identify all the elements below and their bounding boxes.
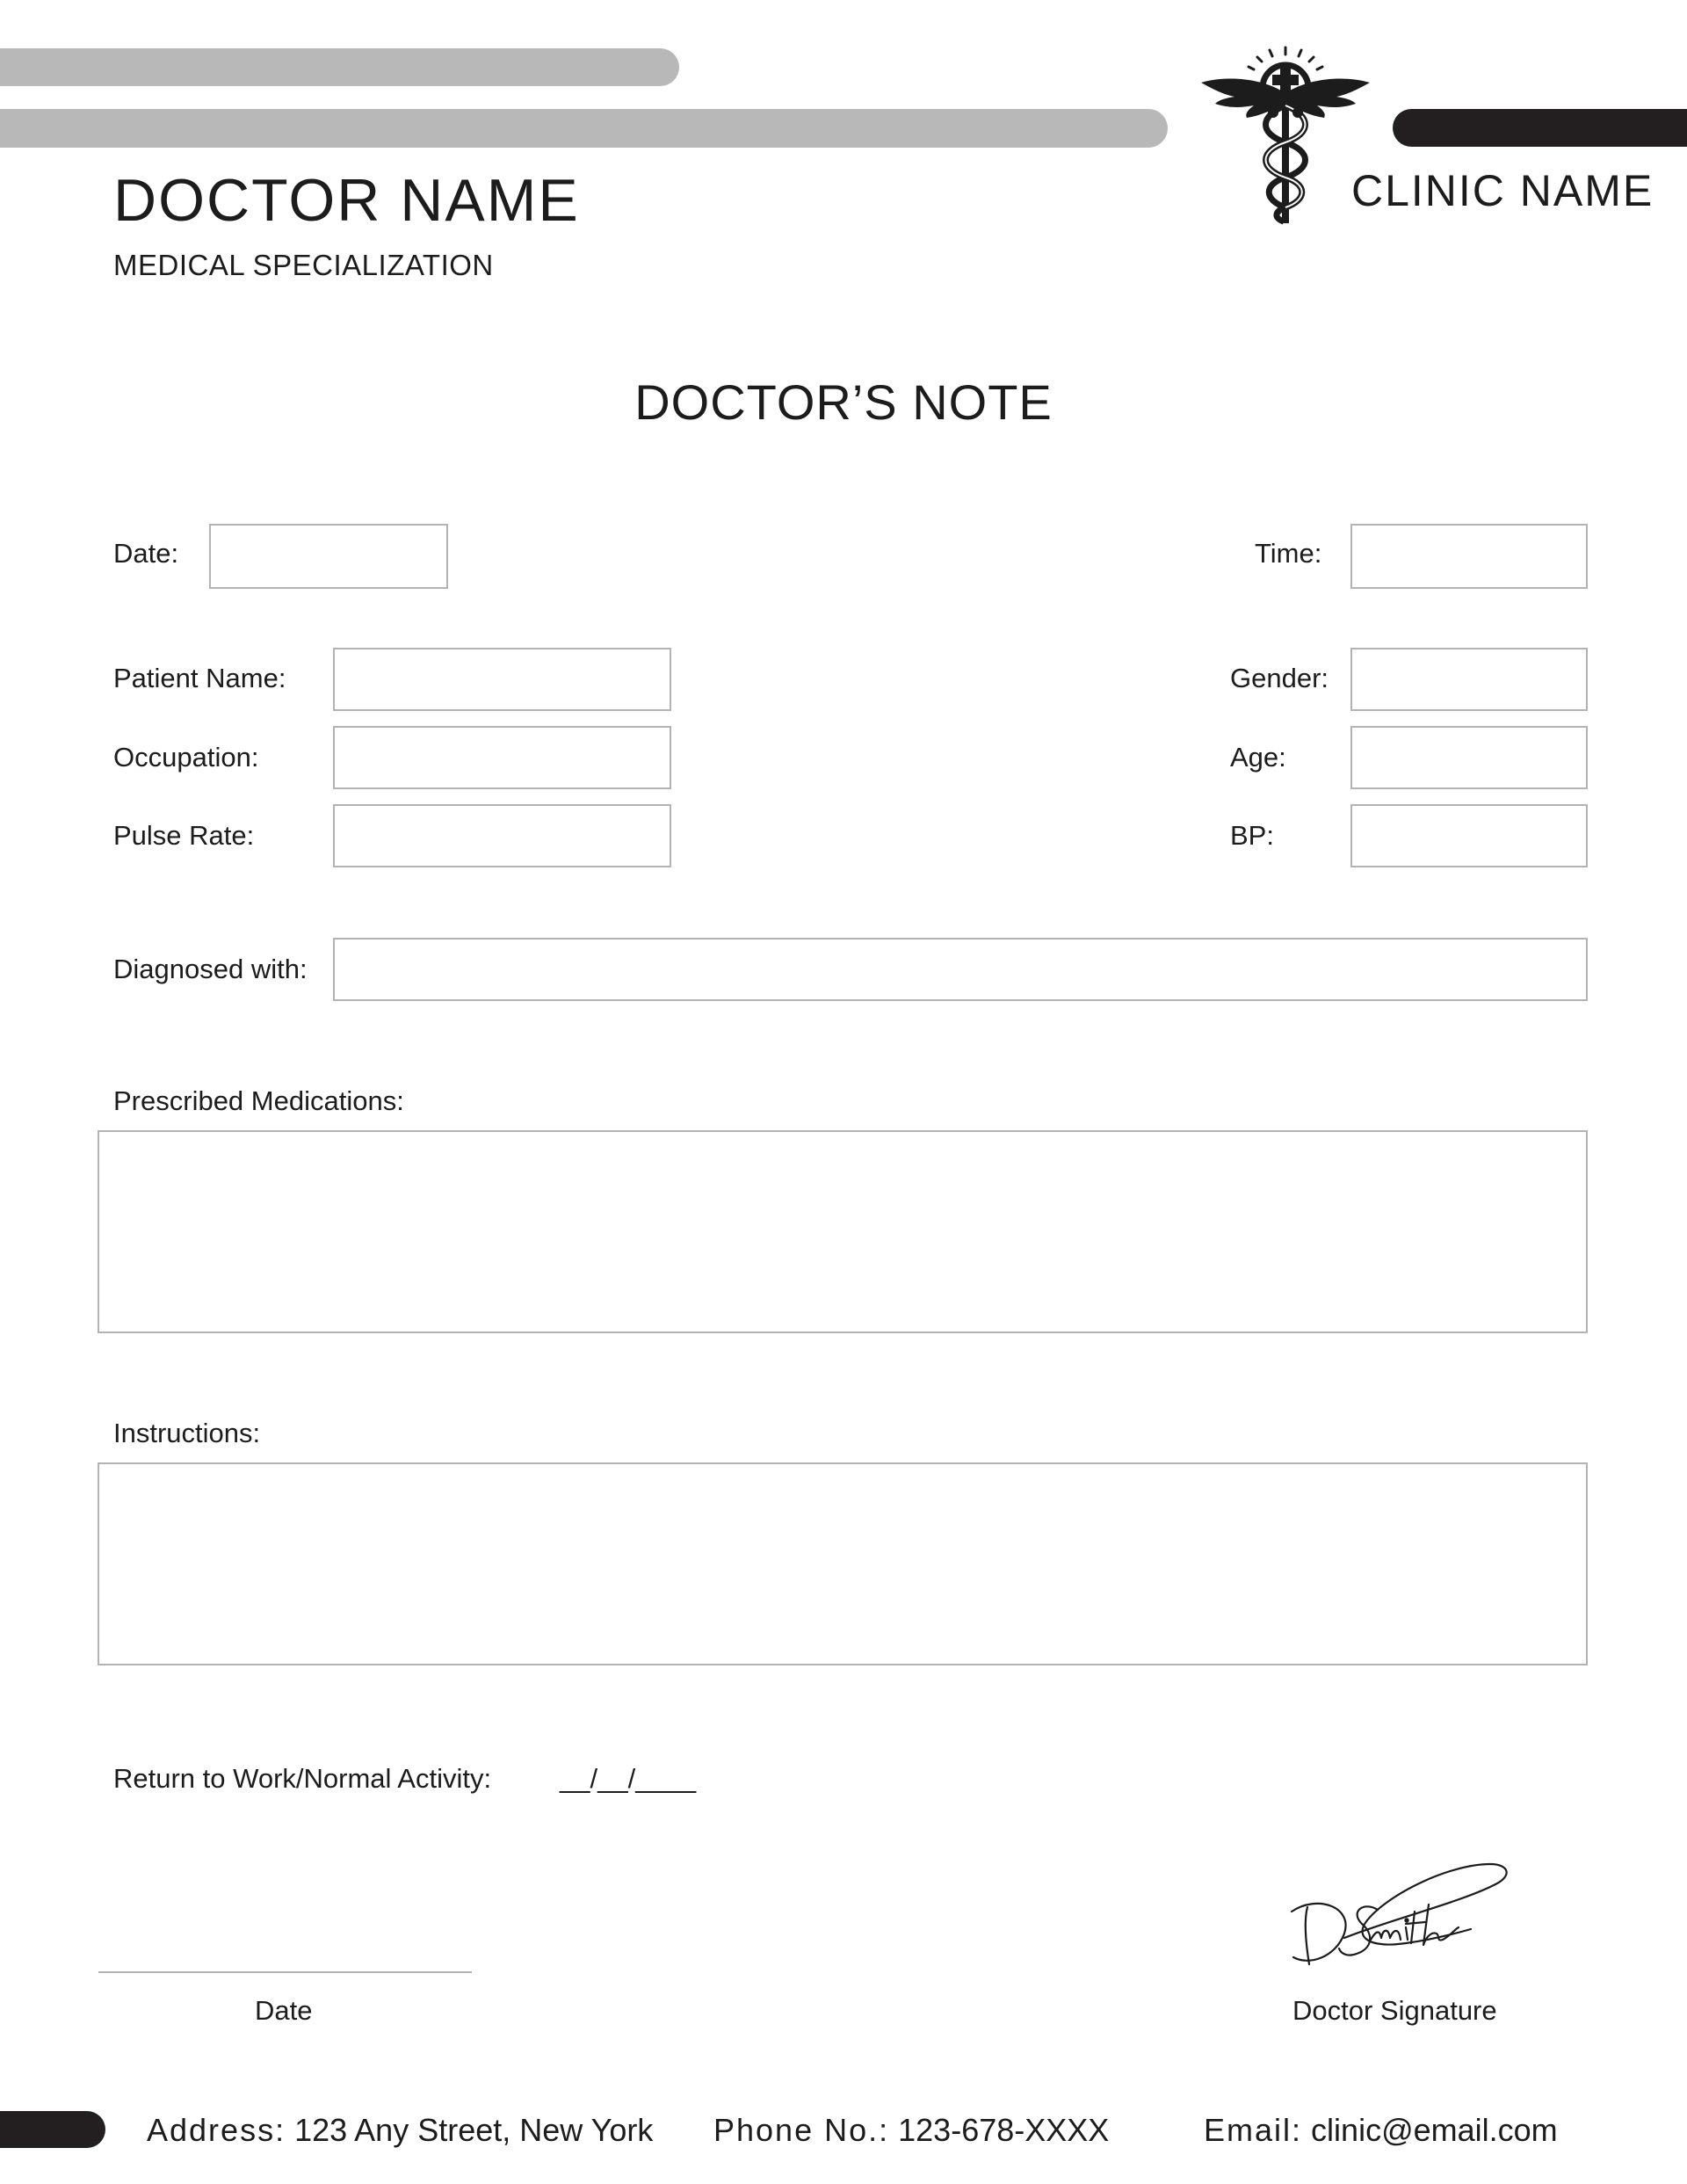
address-key: Address:	[147, 2112, 286, 2148]
bp-field[interactable]	[1350, 804, 1588, 867]
doctor-signature-image	[1283, 1859, 1520, 1991]
footer-bar-dark	[0, 2111, 105, 2148]
footer-email	[1204, 2111, 1558, 2150]
prescribed-medications-label: Prescribed Medications:	[113, 1085, 404, 1116]
time-label: Time:	[1255, 538, 1322, 569]
age-label: Age:	[1230, 742, 1286, 773]
occupation-label: Occupation:	[113, 742, 259, 773]
header-bar-dark	[1393, 109, 1687, 147]
prescribed-medications-field[interactable]	[98, 1130, 1588, 1333]
doctor-signature-caption: Doctor Signature	[1292, 1995, 1497, 2026]
diagnosed-with-field[interactable]	[333, 938, 1588, 1001]
footer-phone	[713, 2111, 1109, 2150]
phone-key: Phone No.:	[713, 2112, 890, 2148]
email-value[interactable]: clinic@email.com	[1311, 2112, 1558, 2148]
date-caption: Date	[255, 1995, 313, 2026]
diagnosed-with-label: Diagnosed with:	[113, 954, 308, 984]
date-field[interactable]	[209, 524, 448, 589]
clinic-name: CLINIC NAME	[1351, 166, 1654, 215]
patient-name-label: Patient Name:	[113, 663, 286, 693]
pulse-rate-label: Pulse Rate:	[113, 820, 255, 851]
header-bar-top	[0, 48, 679, 86]
phone-value: 123-678-XXXX	[898, 2112, 1110, 2148]
email-key: Email:	[1204, 2112, 1303, 2148]
return-to-work-label: Return to Work/Normal Activity:	[113, 1763, 492, 1794]
pulse-rate-field[interactable]	[333, 804, 671, 867]
time-field[interactable]	[1350, 524, 1588, 589]
date-label: Date:	[113, 538, 179, 569]
gender-field[interactable]	[1350, 648, 1588, 711]
instructions-label: Instructions:	[113, 1418, 261, 1448]
caduceus-icon	[1199, 42, 1372, 227]
medical-specialization: MEDICAL SPECIALIZATION	[113, 249, 494, 281]
age-field[interactable]	[1350, 726, 1588, 789]
gender-label: Gender:	[1230, 663, 1329, 693]
address-value: 123 Any Street, New York	[294, 2112, 654, 2148]
doctor-name: DOCTOR NAME	[113, 167, 580, 234]
instructions-field[interactable]	[98, 1462, 1588, 1665]
patient-name-field[interactable]	[333, 648, 671, 711]
bp-label: BP:	[1230, 820, 1274, 851]
occupation-field[interactable]	[333, 726, 671, 789]
header-bar-middle	[0, 109, 1168, 148]
footer-address	[147, 2111, 653, 2150]
page-title: DOCTOR’S NOTE	[634, 374, 1053, 430]
date-signature-line	[98, 1971, 472, 1973]
return-to-work-date-field[interactable]: __/__/____	[560, 1763, 697, 1794]
